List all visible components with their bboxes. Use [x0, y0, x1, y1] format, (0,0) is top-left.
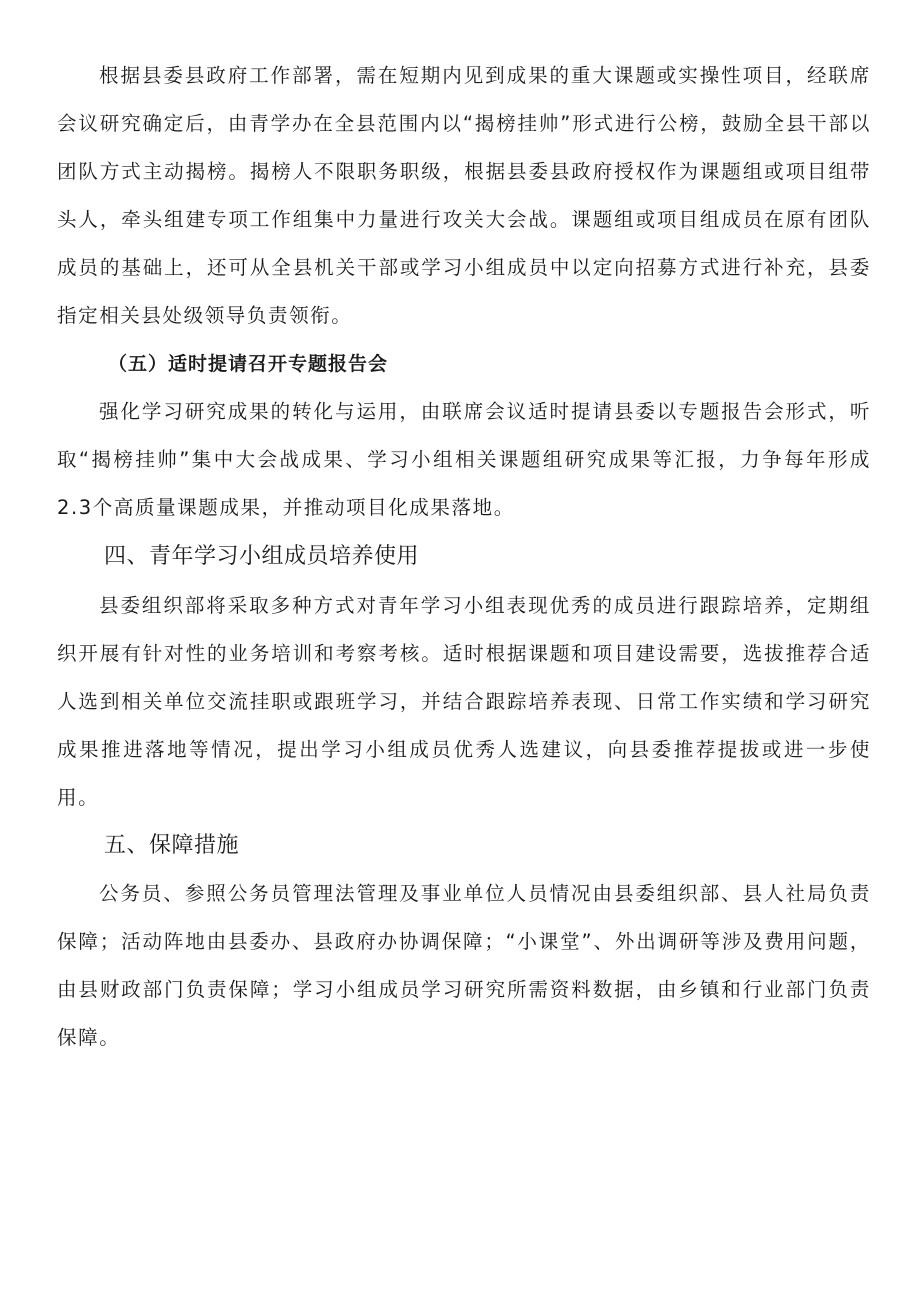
subsection-heading: （五）适时提请召开专题报告会: [108, 353, 389, 375]
body-paragraph: 强化学习研究成果的转化与运用，由联席会议适时提请县委以专题报告会形式，听取“揭榜挂帅”集中大会战成果、学习小组相关课题组研究成果等汇报，力争每年形成2.3个高质量课题成果，并推动项目化成果落地。: [57, 400, 871, 519]
body-paragraph: 根据县委县政府工作部署，需在短期内见到成果的重大课题或实操性项目，经联席会议研究确定后，由青学办在全县范围内以“揭榜挂帅”形式进行公榜，鼓励全县干部以团队方式主动揭榜。揭榜人不限职务职级，根据县委县政府授权作为课题组或项目组带头人，牵头组建专项工作组集中力量进行攻关大会战。课题组或项目组成员在原有团队成员的基础上，还可从全县机关干部或学习小组成员中以定向招募方式进行补充，县委指定相关县处级领导负责领衔。: [57, 64, 871, 327]
section-heading: 四、青年学习小组成员培养使用: [104, 544, 420, 569]
body-paragraph: 县委组织部将采取多种方式对青年学习小组表现优秀的成员进行跟踪培养，定期组织开展有针对性的业务培训和考察考核。适时根据课题和项目建设需要，选拔推荐合适人选到相关单位交流挂职或跟班学习，并结合跟踪培养表现、日常工作实绩和学习研究成果推进落地等情况，提出学习小组成员优秀人选建议，向县委推荐提拔或进一步使用。: [57, 594, 871, 809]
body-paragraph: 公务员、参照公务员管理法管理及事业单位人员情况由县委组织部、县人社局负责保障；活动阵地由县委办、县政府办协调保障；“小课堂”、外出调研等涉及费用问题，由县财政部门负责保障；学习小组成员学习研究所需资料数据，由乡镇和行业部门负责保障。: [57, 882, 871, 1049]
section-heading: 五、保障措施: [104, 833, 240, 858]
